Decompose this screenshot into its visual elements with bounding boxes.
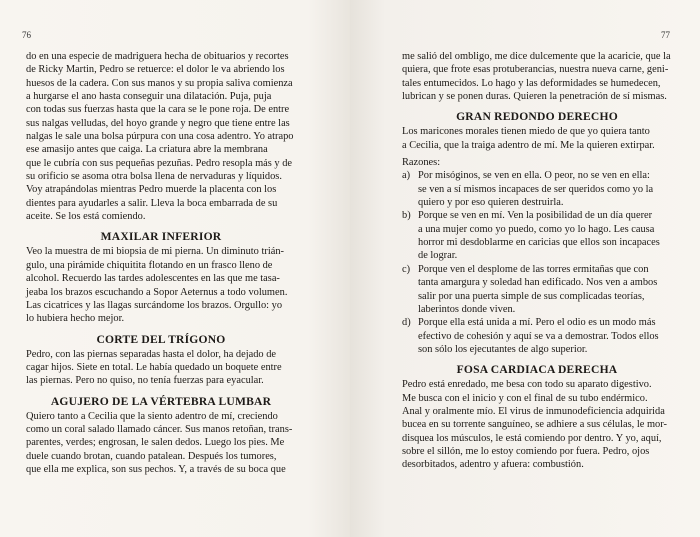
list-item — [402, 169, 672, 209]
text-line: como un coral salado llamado cáncer. Sus manos retoñan, trans- — [26, 423, 293, 435]
page-number: 76 — [22, 30, 31, 40]
text-line: parentes, verdes; engrosan, le salen dedos. Luego los pies. Me — [26, 437, 285, 449]
list-line: efectivo de cohesión y aquí se va a demostrar. Todos ellos — [418, 330, 659, 342]
section-heading-vertebra: AGUJERO DE LA VÉRTEBRA LUMBAR — [50, 394, 272, 408]
text-line: do en una especie de madriguera hecha de obituarios y recortes — [26, 51, 289, 62]
text-line: con todas sus fuerzas hasta que la cara se le pone roja. De entre — [26, 104, 290, 116]
list-line: horror mi desdoblarme en caricias que ellos son incapaces — [418, 237, 660, 249]
text-line: lo hubiera hecho mejor. — [26, 313, 125, 325]
list-line: se ven a sí mismos incapaces de ser queridos como yo la — [418, 183, 654, 195]
section-body-trigono — [26, 348, 296, 388]
section-body-gran-redondo — [402, 125, 672, 152]
text-line: dientes para ayudarles a salir. Lleva la boca embarrada de su — [26, 197, 278, 209]
text-line: Quiero tanto a Cecilia que la siento adentro de mí, creciendo — [26, 410, 278, 422]
text-line: sus nalgas velludas, del hoyo grande y negro que tiene entre las — [26, 117, 290, 129]
text-line: Veo la muestra de mi biopsia de mi pierna. Un diminuto trián- — [26, 246, 284, 258]
list-line: tanta amargura y soledad han edificado. Nos ven a ambos — [418, 277, 658, 289]
text-line: aceite. Se los está comiendo. — [26, 211, 146, 223]
text-line: Las cicatrices y las llagas surcándome los brazos. Orgullo: yo — [26, 299, 283, 311]
section-heading-maxilar: MAXILAR INFERIOR — [100, 230, 222, 244]
list-marker: c) — [402, 263, 411, 275]
text-line: tales entumecidos. Lo hago y las deformidades se humedecen, — [402, 77, 661, 89]
text-line: Pedro, con las piernas separadas hasta el dolor, ha dejado de — [26, 348, 277, 360]
section-body-vertebra — [26, 410, 296, 477]
text-line: huesos de la cadera. Con sus manos y su propia saliva comienza — [26, 77, 293, 89]
text-line: a hurgarse el ano hasta conseguir una dilatación. Puja, puja — [26, 91, 272, 103]
text-line: nalgas le sale una bolsa púrpura con una cosa adentro. Yo atrapo — [26, 131, 294, 143]
text-line: las piernas. Pero no quiso, no tenía fuerzas para eyacular. — [26, 375, 264, 387]
text-line: cagar hijos. Siete en total. Le había quedado un boquete entre — [26, 361, 282, 373]
list-marker: b) — [402, 210, 411, 222]
text-line: sobre el sillón, me lo estoy comiendo por fuera. Pedro, ojos — [402, 445, 650, 457]
section-body-fosa-cardiaca — [402, 378, 672, 471]
list-line: de lograr. — [418, 250, 458, 262]
text-line: que le cubría con sus pequeñas pezuñas. Pedro resopla más y de — [26, 157, 293, 169]
text-line: a Cecilia, que la traiga adentro de mí. Me la quieren extirpar. — [402, 139, 655, 151]
text-line: Me busca con el inicio y con el final de su tubo endérmico. — [402, 392, 648, 404]
list-line: son sólo los ejecutantes de algo superior. — [418, 343, 588, 355]
section-body-maxilar — [26, 245, 296, 325]
list-item — [402, 209, 672, 262]
list-line: Por misóginos, se ven en ella. O peor, no se ven en ella: — [418, 170, 650, 182]
text-line: disquea los músculos, le está comiendo por dentro. Y yo, aquí, — [402, 432, 662, 444]
right-page-text — [402, 50, 672, 472]
text-line: jeaba los brazos escuchando a Sopor Aeternus a todo volumen. — [26, 286, 288, 298]
text-line: me salió del ombligo, me dice dulcemente que la acaricie, que la — [402, 51, 671, 62]
text-line: quiera, que frote esas protuberancias, nuestra nueva carne, geni- — [402, 64, 669, 76]
reasons-list — [402, 169, 672, 356]
text-line: Los maricones morales tienen miedo de que yo quiera tanto — [402, 126, 650, 138]
page-number: 77 — [661, 30, 670, 40]
text-line: gulo, una pirámide chiquitita flotando en un frasco lleno de — [26, 259, 273, 271]
text-line: ese amasijo antes que caiga. La criatura abre la membrana — [26, 144, 268, 156]
text-line: que ella me explica, son sus pechos. Y, a través de su boca que — [26, 463, 286, 475]
section-heading-trigono: CORTE DEL TRÍGONO — [96, 332, 226, 346]
list-line: salir por una puerta simple de sus complicadas teorías, — [418, 290, 645, 302]
text-line: su orificio se asoma otra bolsa llena de nervaduras y líquidos. — [26, 171, 282, 183]
list-line: Porque ven el desplome de las torres ermitañas que con — [418, 263, 649, 275]
intro-paragraph — [26, 50, 296, 223]
list-marker: d) — [402, 317, 411, 329]
list-item — [402, 263, 672, 316]
intro-paragraph — [402, 50, 672, 103]
left-page-text — [26, 50, 296, 476]
text-line: bucea en su torrente sanguíneo, se adhiere a sus células, le mor- — [402, 419, 667, 431]
section-heading-gran-redondo: GRAN REDONDO DERECHO — [456, 110, 618, 124]
list-line: laberintos donde viven. — [418, 303, 516, 315]
text-line: Anal y oralmente mío. El virus de inmunodeficiencia adquirida — [402, 405, 665, 417]
list-line: quiero y por eso quieren destruirla. — [418, 197, 564, 209]
text-line: de Ricky Martin, Pedro se retuerce: el dolor le va abriendo los — [26, 64, 285, 76]
text-line: desorbitados, adentro y afuera: combustión. — [402, 459, 584, 471]
text-line: lubrican y se ponen duras. Quieren la penetración de sí mismas. — [402, 91, 667, 103]
list-line: Porque se ven en mí. Ven la posibilidad de un día querer — [418, 210, 653, 222]
right-page — [350, 0, 700, 537]
list-marker: a) — [402, 170, 411, 182]
list-item — [402, 316, 672, 356]
list-line: a una mujer como yo puedo, como yo lo hago. Les causa — [418, 223, 655, 235]
text-line: duele cuando brotan, cuando patalean. Después los tumores, — [26, 450, 277, 462]
list-line: Porque ella está unida a mí. Pero el odio es un modo más — [418, 317, 656, 329]
text-line: alcohol. Recuerdo las tardes adolescentes en las que me tasa- — [26, 273, 280, 285]
section-heading-fosa-cardiaca: FOSA CARDIACA DERECHA — [456, 363, 618, 377]
reasons-label: Razones: — [402, 157, 441, 169]
text-line: Pedro está enredado, me besa con todo su aparato digestivo. — [402, 379, 652, 391]
text-line: Voy atrapándolas mientras Pedro muerde la placenta con los — [26, 184, 277, 196]
